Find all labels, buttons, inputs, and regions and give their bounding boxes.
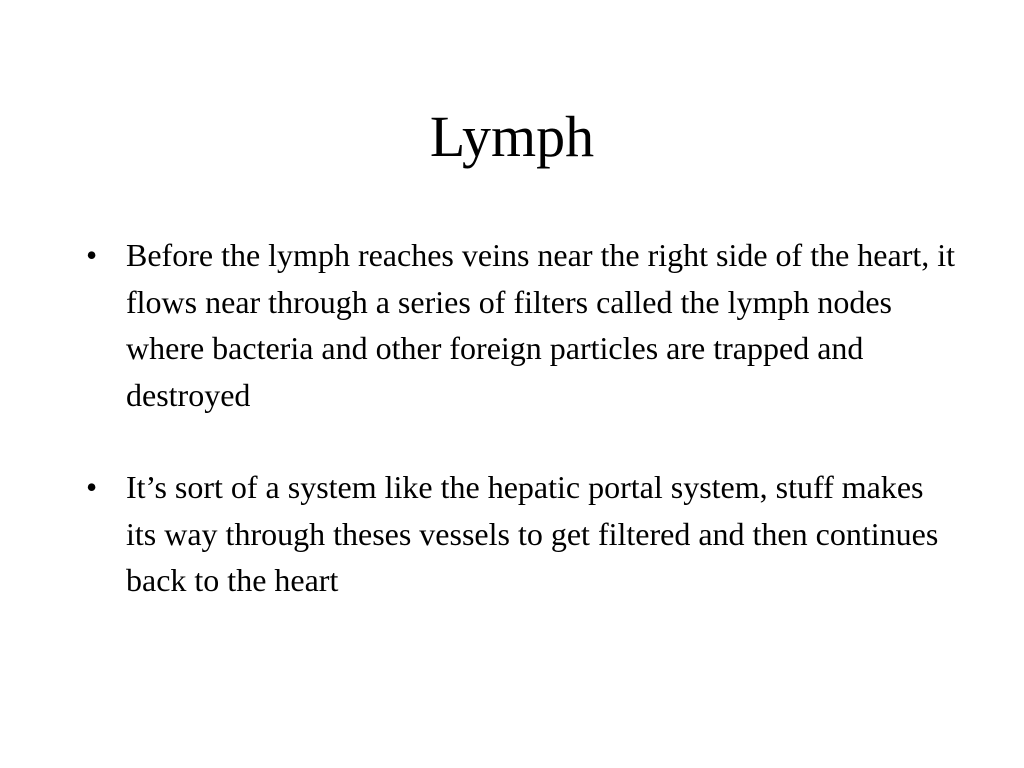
bullet-marker: • (86, 237, 98, 273)
bullet-text: It’s sort of a system like the hepatic portal system, stuff makes its way through theses vessels to get filtered and then continues back to the heart (126, 469, 939, 598)
bullet-item (86, 464, 956, 604)
slide-title: Lymph (429, 104, 595, 169)
bullet-marker: • (86, 469, 98, 505)
bullet-text: Before the lymph reaches veins near the right side of the heart, it flows near through a series of filters called the lymph nodes where bacteria and other foreign particles are trapped and destroyed (126, 237, 956, 413)
bullet-list (86, 232, 956, 650)
bullet-item (86, 232, 956, 418)
